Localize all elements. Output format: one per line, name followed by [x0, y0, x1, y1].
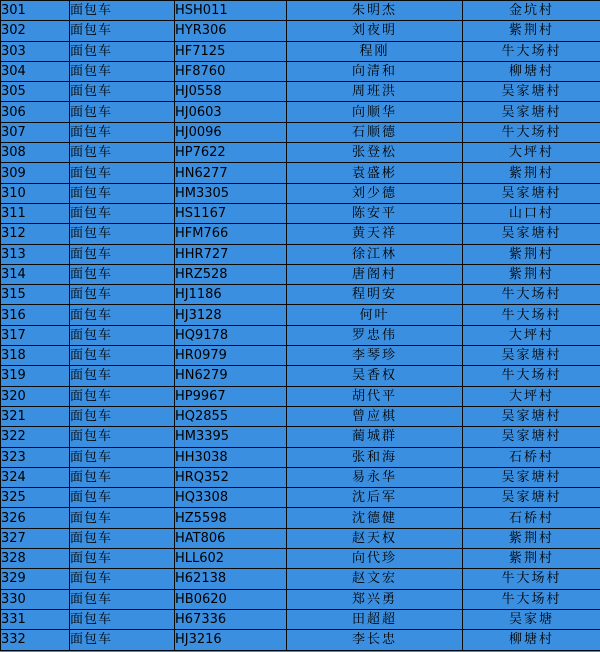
village-cell: 紫荆村	[463, 163, 600, 183]
row-number-cell: 308	[1, 143, 70, 163]
owner-name-cell: 张和海	[287, 447, 463, 467]
vehicle-type-cell: 面包车	[70, 630, 175, 650]
village-cell: 紫荆村	[463, 549, 600, 569]
row-number-cell: 322	[1, 427, 70, 447]
owner-name-cell: 刘少德	[287, 183, 463, 203]
owner-name-cell: 朱明杰	[287, 1, 463, 21]
plate-number-cell: HJ3216	[175, 630, 287, 650]
owner-name-cell: 刘夜明	[287, 21, 463, 41]
table-row	[1, 203, 600, 223]
plate-number-cell: HQ3308	[175, 488, 287, 508]
village-cell: 金坑村	[463, 1, 600, 21]
plate-number-cell: HS1167	[175, 203, 287, 223]
owner-name-cell: 郑兴勇	[287, 589, 463, 609]
village-cell: 山口村	[463, 203, 600, 223]
village-cell: 大坪村	[463, 143, 600, 163]
row-number-cell: 319	[1, 366, 70, 386]
row-number-cell: 325	[1, 488, 70, 508]
village-cell: 大坪村	[463, 386, 600, 406]
village-cell: 牛大场村	[463, 569, 600, 589]
vehicle-type-cell: 面包车	[70, 528, 175, 548]
owner-name-cell: 蔺城群	[287, 427, 463, 447]
owner-name-cell: 向顺华	[287, 102, 463, 122]
vehicle-type-cell: 面包车	[70, 508, 175, 528]
vehicle-type-cell: 面包车	[70, 325, 175, 345]
owner-name-cell: 曾应棋	[287, 406, 463, 426]
row-number-cell: 301	[1, 1, 70, 21]
row-number-cell: 314	[1, 264, 70, 284]
table-row	[1, 386, 600, 406]
village-cell: 吴家塘村	[463, 82, 600, 102]
owner-name-cell: 吴香权	[287, 366, 463, 386]
table-row	[1, 609, 600, 629]
table-row	[1, 406, 600, 426]
village-cell: 牛大场村	[463, 285, 600, 305]
row-number-cell: 331	[1, 609, 70, 629]
plate-number-cell: HF7125	[175, 41, 287, 61]
vehicle-type-cell: 面包车	[70, 224, 175, 244]
owner-name-cell: 胡代平	[287, 386, 463, 406]
owner-name-cell: 罗忠伟	[287, 325, 463, 345]
owner-name-cell: 何叶	[287, 305, 463, 325]
plate-number-cell: HAT806	[175, 528, 287, 548]
table-row	[1, 61, 600, 81]
plate-number-cell: HZ5598	[175, 508, 287, 528]
row-number-cell: 307	[1, 122, 70, 142]
vehicle-type-cell: 面包车	[70, 41, 175, 61]
vehicle-type-cell: 面包车	[70, 447, 175, 467]
vehicle-type-cell: 面包车	[70, 285, 175, 305]
owner-name-cell: 程明安	[287, 285, 463, 305]
vehicle-type-cell: 面包车	[70, 366, 175, 386]
plate-number-cell: HJ0558	[175, 82, 287, 102]
row-number-cell: 323	[1, 447, 70, 467]
plate-number-cell: HLL602	[175, 549, 287, 569]
table-row	[1, 41, 600, 61]
table-row	[1, 122, 600, 142]
plate-number-cell: HSH011	[175, 1, 287, 21]
owner-name-cell: 程刚	[287, 41, 463, 61]
owner-name-cell: 唐阁村	[287, 264, 463, 284]
plate-number-cell: HP9967	[175, 386, 287, 406]
row-number-cell: 330	[1, 589, 70, 609]
owner-name-cell: 向代珍	[287, 549, 463, 569]
plate-number-cell: HJ0096	[175, 122, 287, 142]
vehicle-type-cell: 面包车	[70, 82, 175, 102]
plate-number-cell: HJ3128	[175, 305, 287, 325]
plate-number-cell: H62138	[175, 569, 287, 589]
owner-name-cell: 沈后军	[287, 488, 463, 508]
vehicle-type-cell: 面包车	[70, 569, 175, 589]
table-row	[1, 488, 600, 508]
village-cell: 石桥村	[463, 447, 600, 467]
table-row	[1, 589, 600, 609]
plate-number-cell: HFM766	[175, 224, 287, 244]
village-cell: 紫荆村	[463, 244, 600, 264]
row-number-cell: 320	[1, 386, 70, 406]
table-row	[1, 163, 600, 183]
row-number-cell: 326	[1, 508, 70, 528]
village-cell: 吴家塘村	[463, 488, 600, 508]
row-number-cell: 332	[1, 630, 70, 650]
village-cell: 柳塘村	[463, 61, 600, 81]
table-row	[1, 244, 600, 264]
plate-number-cell: HN6277	[175, 163, 287, 183]
owner-name-cell: 李长忠	[287, 630, 463, 650]
row-number-cell: 312	[1, 224, 70, 244]
owner-name-cell: 李琴珍	[287, 346, 463, 366]
vehicle-type-cell: 面包车	[70, 143, 175, 163]
vehicle-type-cell: 面包车	[70, 183, 175, 203]
vehicle-type-cell: 面包车	[70, 244, 175, 264]
plate-number-cell: HN6279	[175, 366, 287, 386]
owner-name-cell: 黄天祥	[287, 224, 463, 244]
village-cell: 吴家塘村	[463, 406, 600, 426]
row-number-cell: 321	[1, 406, 70, 426]
table-row	[1, 346, 600, 366]
owner-name-cell: 徐江林	[287, 244, 463, 264]
row-number-cell: 315	[1, 285, 70, 305]
owner-name-cell: 石顺德	[287, 122, 463, 142]
plate-number-cell: HP7622	[175, 143, 287, 163]
table-row	[1, 325, 600, 345]
table-row	[1, 305, 600, 325]
owner-name-cell: 赵文宏	[287, 569, 463, 589]
village-cell: 紫荆村	[463, 264, 600, 284]
table-row	[1, 224, 600, 244]
vehicle-type-cell: 面包车	[70, 1, 175, 21]
vehicle-type-cell: 面包车	[70, 203, 175, 223]
table-row	[1, 21, 600, 41]
plate-number-cell: HJ1186	[175, 285, 287, 305]
table-row	[1, 264, 600, 284]
table-row	[1, 630, 600, 650]
table-row	[1, 143, 600, 163]
plate-number-cell: HM3395	[175, 427, 287, 447]
vehicle-type-cell: 面包车	[70, 589, 175, 609]
village-cell: 牛大场村	[463, 41, 600, 61]
vehicle-type-cell: 面包车	[70, 406, 175, 426]
owner-name-cell: 田超超	[287, 609, 463, 629]
row-number-cell: 310	[1, 183, 70, 203]
row-number-cell: 328	[1, 549, 70, 569]
plate-number-cell: HQ9178	[175, 325, 287, 345]
table-body	[1, 1, 600, 651]
owner-name-cell: 陈安平	[287, 203, 463, 223]
row-number-cell: 311	[1, 203, 70, 223]
row-number-cell: 316	[1, 305, 70, 325]
plate-number-cell: HB0620	[175, 589, 287, 609]
table-row	[1, 467, 600, 487]
plate-number-cell: HR0979	[175, 346, 287, 366]
vehicle-type-cell: 面包车	[70, 386, 175, 406]
village-cell: 吴家塘村	[463, 427, 600, 447]
row-number-cell: 327	[1, 528, 70, 548]
village-cell: 牛大场村	[463, 589, 600, 609]
village-cell: 石桥村	[463, 508, 600, 528]
owner-name-cell: 易永华	[287, 467, 463, 487]
vehicle-type-cell: 面包车	[70, 427, 175, 447]
table-row	[1, 82, 600, 102]
plate-number-cell: HQ2855	[175, 406, 287, 426]
plate-number-cell: H67336	[175, 609, 287, 629]
plate-number-cell: HHR727	[175, 244, 287, 264]
owner-name-cell: 袁盛彬	[287, 163, 463, 183]
row-number-cell: 305	[1, 82, 70, 102]
owner-name-cell: 赵天权	[287, 528, 463, 548]
vehicle-type-cell: 面包车	[70, 122, 175, 142]
row-number-cell: 309	[1, 163, 70, 183]
village-cell: 牛大场村	[463, 366, 600, 386]
village-cell: 吴家塘村	[463, 102, 600, 122]
village-cell: 紫荆村	[463, 21, 600, 41]
row-number-cell: 304	[1, 61, 70, 81]
vehicle-type-cell: 面包车	[70, 21, 175, 41]
row-number-cell: 306	[1, 102, 70, 122]
table-row	[1, 285, 600, 305]
owner-name-cell: 沈德健	[287, 508, 463, 528]
village-cell: 吴家塘村	[463, 346, 600, 366]
village-cell: 牛大场村	[463, 305, 600, 325]
vehicle-type-cell: 面包车	[70, 163, 175, 183]
table-row	[1, 549, 600, 569]
plate-number-cell: HM3305	[175, 183, 287, 203]
table-row	[1, 508, 600, 528]
table-row	[1, 183, 600, 203]
table-row	[1, 528, 600, 548]
owner-name-cell: 张登松	[287, 143, 463, 163]
plate-number-cell: HJ0603	[175, 102, 287, 122]
vehicle-type-cell: 面包车	[70, 549, 175, 569]
vehicle-type-cell: 面包车	[70, 346, 175, 366]
vehicle-type-cell: 面包车	[70, 467, 175, 487]
village-cell: 紫荆村	[463, 528, 600, 548]
village-cell: 吴家塘村	[463, 467, 600, 487]
table-row	[1, 366, 600, 386]
table-row	[1, 569, 600, 589]
plate-number-cell: HRQ352	[175, 467, 287, 487]
row-number-cell: 303	[1, 41, 70, 61]
village-cell: 柳塘村	[463, 630, 600, 650]
row-number-cell: 313	[1, 244, 70, 264]
owner-name-cell: 向清和	[287, 61, 463, 81]
village-cell: 吴家塘	[463, 609, 600, 629]
vehicle-type-cell: 面包车	[70, 264, 175, 284]
village-cell: 吴家塘村	[463, 183, 600, 203]
row-number-cell: 329	[1, 569, 70, 589]
vehicle-type-cell: 面包车	[70, 61, 175, 81]
row-number-cell: 302	[1, 21, 70, 41]
plate-number-cell: HRZ528	[175, 264, 287, 284]
table-row	[1, 1, 600, 21]
owner-name-cell: 周班洪	[287, 82, 463, 102]
village-cell: 吴家塘村	[463, 224, 600, 244]
plate-number-cell: HYR306	[175, 21, 287, 41]
row-number-cell: 324	[1, 467, 70, 487]
village-cell: 牛大场村	[463, 122, 600, 142]
vehicle-type-cell: 面包车	[70, 488, 175, 508]
village-cell: 大坪村	[463, 325, 600, 345]
row-number-cell: 317	[1, 325, 70, 345]
plate-number-cell: HH3038	[175, 447, 287, 467]
row-number-cell: 318	[1, 346, 70, 366]
table-row	[1, 447, 600, 467]
vehicle-type-cell: 面包车	[70, 305, 175, 325]
table-row	[1, 427, 600, 447]
table-row	[1, 102, 600, 122]
vehicle-type-cell: 面包车	[70, 102, 175, 122]
plate-number-cell: HF8760	[175, 61, 287, 81]
vehicle-type-cell: 面包车	[70, 609, 175, 629]
